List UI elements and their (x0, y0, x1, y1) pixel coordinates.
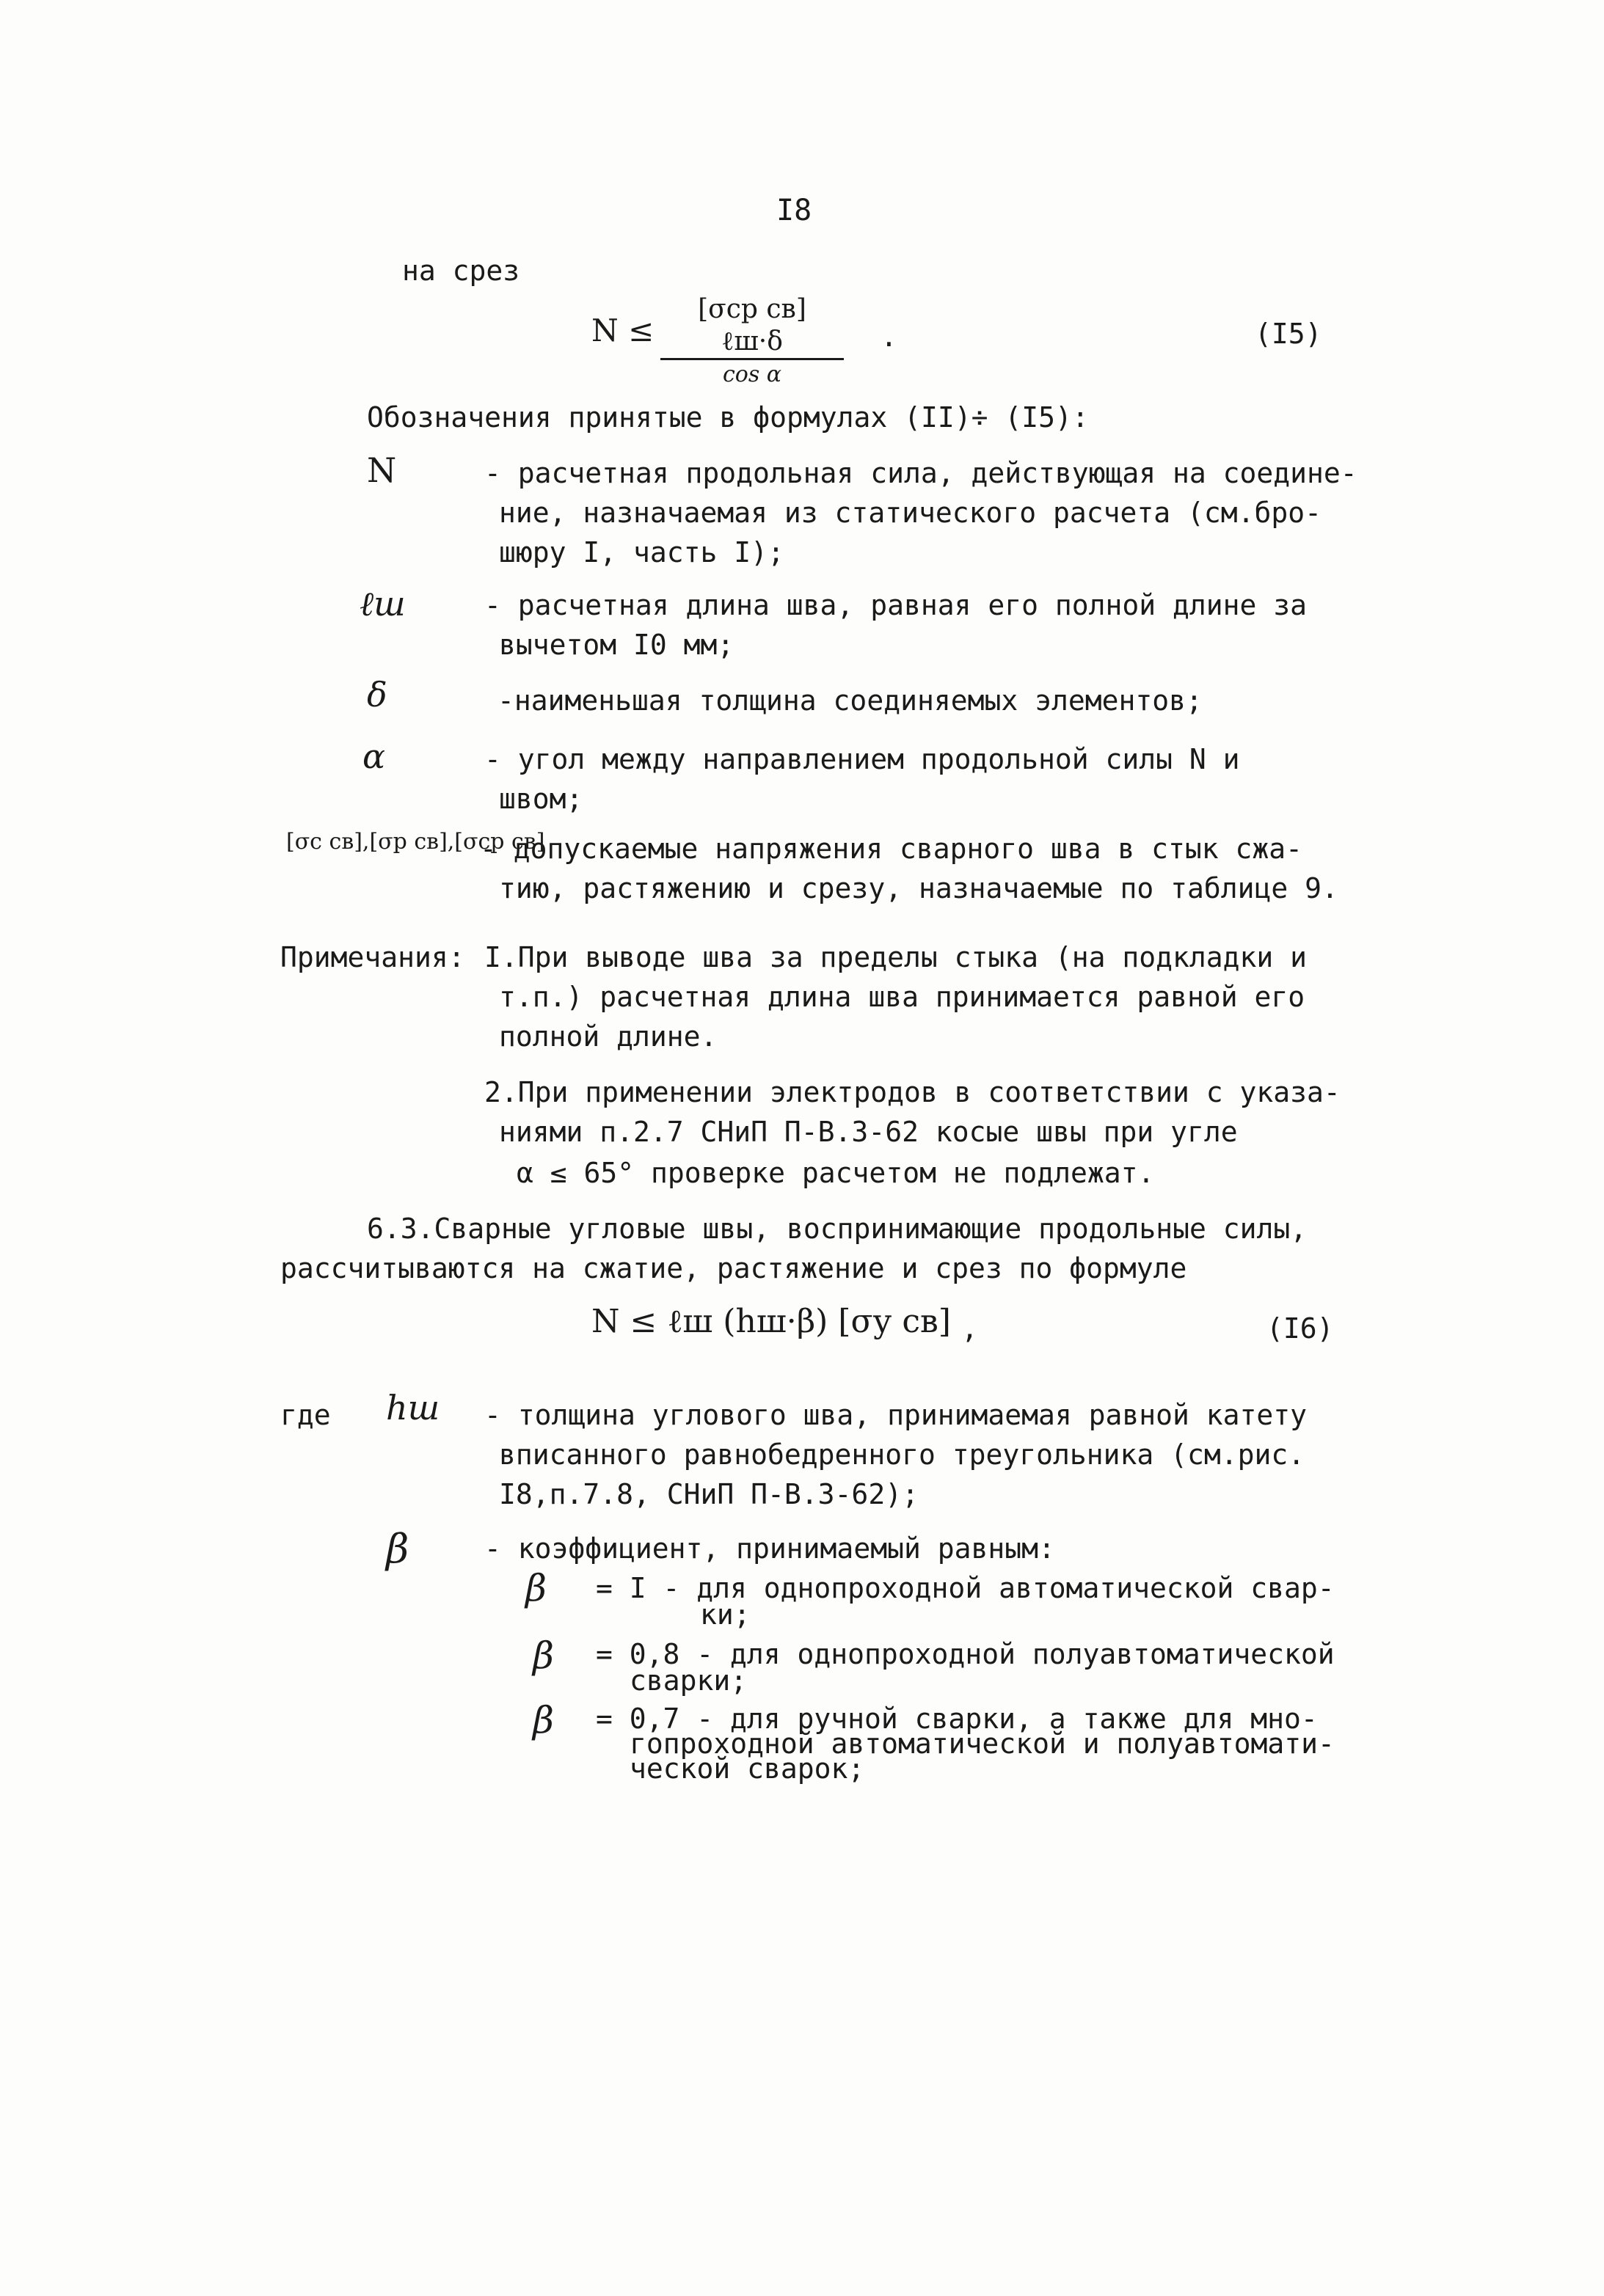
beta-value-3-symbol: β (533, 1699, 554, 1741)
formula-15-numerator: [σср св] ℓш·δ (660, 293, 844, 360)
def-lsh-line-2: вычетом I0 мм; (499, 629, 734, 661)
def-alpha-line-2: швом; (499, 783, 583, 815)
def-symbol-lsh: ℓш (360, 584, 406, 624)
formula-15-fraction (660, 293, 844, 390)
beta-value-1-line-1: = I - для однопроходной автоматической свар- (596, 1572, 1335, 1604)
notes-label: Примечания: (280, 941, 465, 973)
h-line-2: вписанного равнобедренного треугольника (см.рис. (499, 1438, 1305, 1471)
para-63-line-1: 6.3.Сварные угловые швы, воспринимающие продольные силы, (367, 1213, 1308, 1245)
formula-15-denominator: cos α (722, 362, 782, 387)
formula-15-lhs: N ≤ (591, 312, 655, 348)
beta-value-1-line-2: ки; (700, 1598, 751, 1631)
formula-16-comma: , (961, 1312, 978, 1345)
beta-value-3-line-3: ческой сварок; (630, 1752, 865, 1785)
note-2-line-1: 2.При применении электродов в соответствии с указа- (484, 1076, 1341, 1108)
notation-heading: Обозначения принятые в формулах (II)÷ (I5): (367, 401, 1089, 434)
def-N-line-2: ние, назначаемая из статического расчета (см.бро- (499, 497, 1322, 529)
def-alpha-line-1: - угол между направлением продольной силы N и (484, 743, 1240, 775)
note-1-line-2: т.п.) расчетная длина шва принимается равной его (499, 981, 1305, 1013)
beta-symbol: β (386, 1526, 409, 1572)
def-stresses-line-1: - допускаемые напряжения сварного шва в стык сжа- (480, 833, 1303, 865)
beta-value-1-symbol: β (525, 1567, 547, 1609)
def-symbol-stresses: [σс св],[σр св],[σср св] (286, 829, 545, 855)
where-label: где (280, 1399, 331, 1431)
h-line-3: I8,п.7.8, СНиП П-В.3-62); (499, 1478, 919, 1510)
def-N-line-3: шюру I, часть I); (499, 536, 784, 568)
page-number: I8 (776, 194, 812, 227)
formula-15-number: (I5) (1255, 318, 1322, 350)
def-symbol-N: N (367, 450, 397, 490)
formula-16-number: (I6) (1266, 1312, 1334, 1345)
formula-16-expr: N ≤ ℓш (hш·β) [σу св] (591, 1303, 951, 1340)
beta-value-2-line-1: = 0,8 - для однопроходной полуавтоматической (596, 1638, 1335, 1670)
beta-value-2-symbol: β (533, 1634, 554, 1677)
def-symbol-delta: δ (367, 675, 387, 714)
note-1-line-3: полной длине. (499, 1020, 718, 1053)
def-delta-line-1: -наименьшая толщина соединяемых элементов; (497, 684, 1203, 717)
note-1-line-1: I.При выводе шва за пределы стыка (на подкладки и (484, 941, 1308, 973)
beta-value-2-line-2: сварки; (630, 1664, 748, 1697)
beta-value-3-line-2: гопроходной автоматической и полуавтомати- (630, 1728, 1335, 1760)
intro-text: на срез (402, 255, 520, 287)
def-lsh-line-1: - расчетная длина шва, равная его полной длине за (484, 589, 1308, 621)
note-2-line-3: α ≤ 65° проверке расчетом не подлежат. (517, 1157, 1155, 1189)
beta-intro: - коэффициент, принимаемый равным: (484, 1532, 1055, 1565)
formula-15-dot: . (881, 321, 897, 353)
def-N-line-1: - расчетная продольная сила, действующая на соедине- (484, 457, 1357, 489)
para-63-line-2: рассчитываются на сжатие, растяжение и срез по формуле (280, 1252, 1187, 1284)
beta-value-3-line-1: = 0,7 - для ручной сварки, а также для мно- (596, 1703, 1318, 1735)
def-symbol-alpha: α (362, 736, 386, 776)
h-line-1: - толщина углового шва, принимаемая равной катету (484, 1399, 1308, 1431)
def-stresses-line-2: тию, растяжению и срезу, назначаемые по таблице 9. (499, 872, 1338, 904)
h-symbol: hш (386, 1388, 440, 1427)
note-2-line-2: ниями п.2.7 СНиП П-В.3-62 косые швы при угле (499, 1116, 1238, 1148)
